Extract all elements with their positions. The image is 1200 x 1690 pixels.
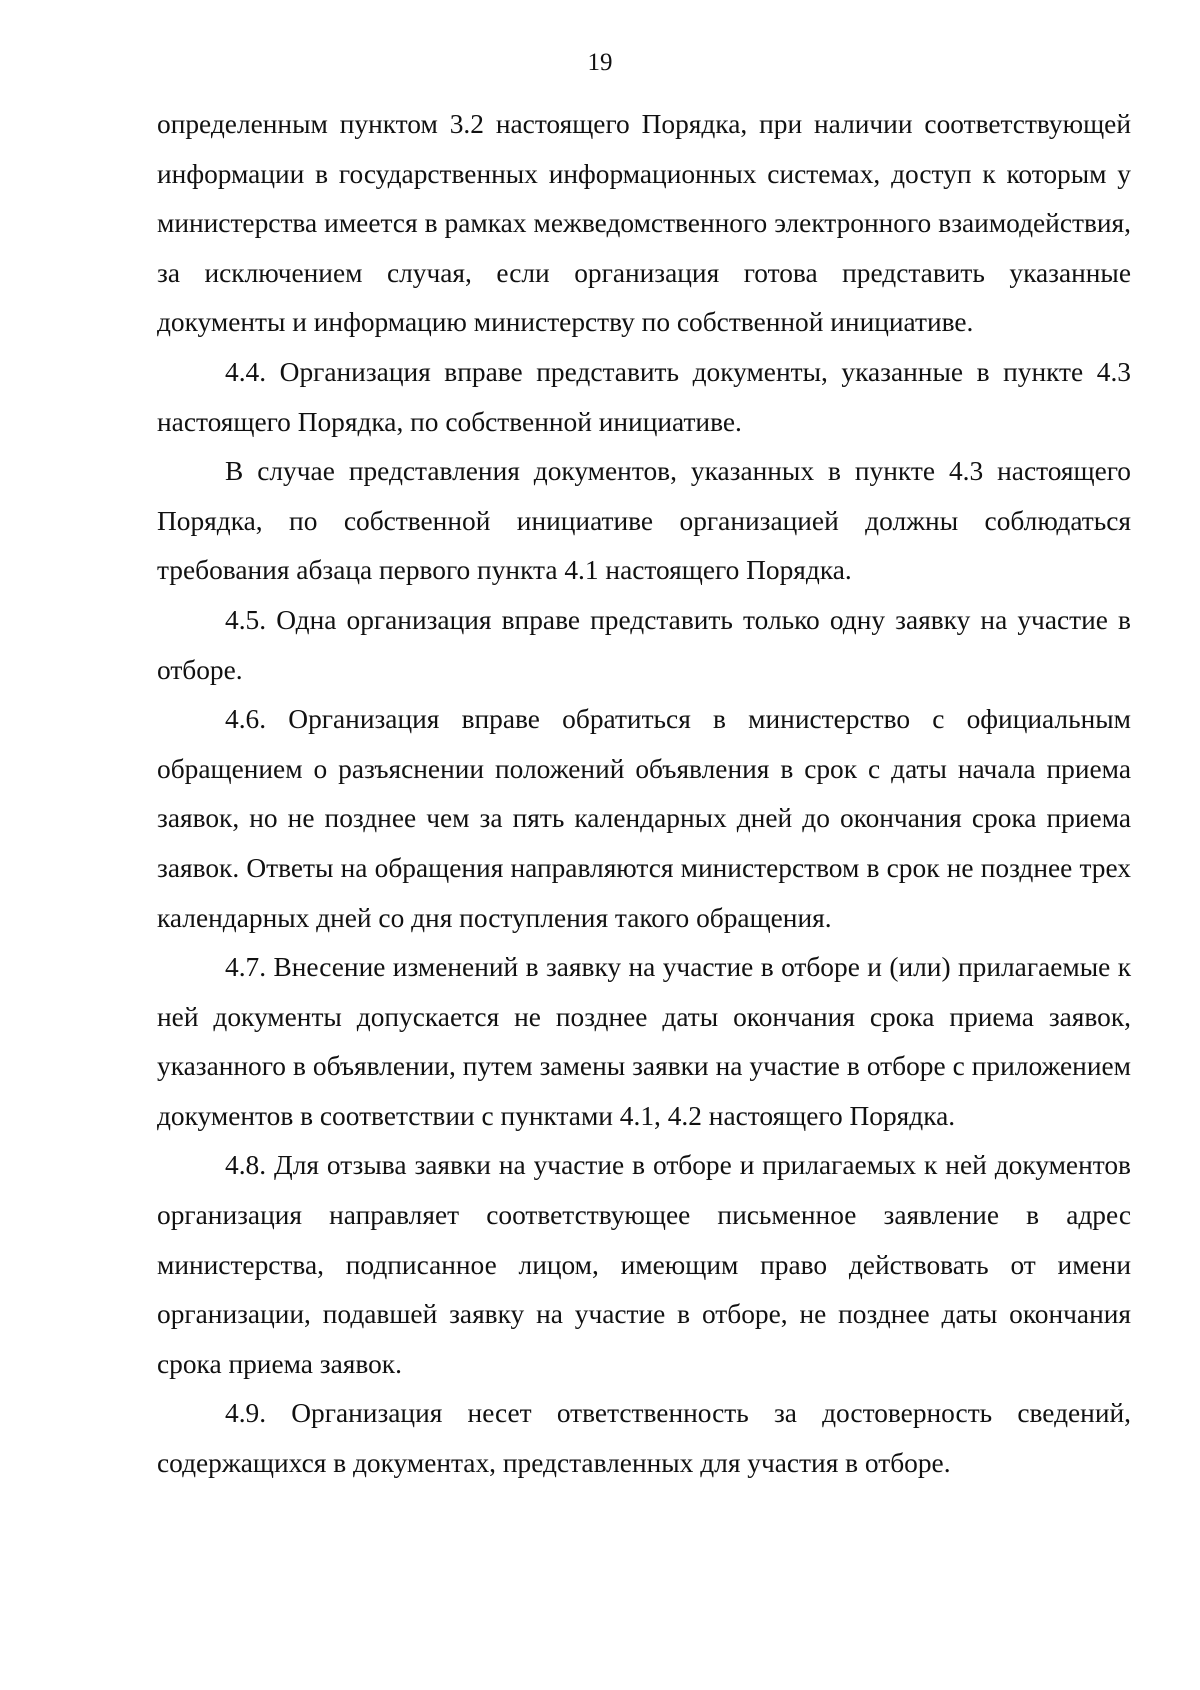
paragraph-4-9: 4.9. Организация несет ответственность за достоверность сведений, содержащихся в документах, представленных для участия в отборе.: [157, 1398, 1131, 1479]
paragraph-4-6: 4.6. Организация вправе обратиться в министерство с официальным обращением о разъяснении положений объявления в срок с даты начала приема заявок, но не позднее чем за пять календарных дней до окончания срока приема заявок. Ответы на обращения направляются министерством в срок не позднее трех календарных дней со дня поступления такого обращения.: [157, 704, 1131, 933]
paragraph-4-7: 4.7. Внесение изменений в заявку на участие в отборе и (или) прилагаемые к ней документы допускается не позднее даты окончания срока приема заявок, указанного в объявлении, путем замены заявки на участие в отборе с приложением документов в соответствии с пунктами 4.1, 4.2 настоящего Порядка.: [157, 952, 1131, 1131]
paragraph-4-5: 4.5. Одна организация вправе представить только одну заявку на участие в отборе.: [157, 604, 1131, 685]
page-number: 19: [587, 49, 613, 76]
paragraph-4-4-note: В случае представления документов, указанных в пункте 4.3 настоящего Порядка, по собственной инициативе организацией должны соблюдаться требования абзаца первого пункта 4.1 настоящего Порядка.: [157, 456, 1131, 586]
paragraph-4-4: 4.4. Организация вправе представить документы, указанные в пункте 4.3 настоящего Порядка, по собственной инициативе.: [157, 356, 1131, 437]
paragraph-4-8: 4.8. Для отзыва заявки на участие в отборе и прилагаемых к ней документов организация направляет соответствующее письменное заявление в адрес министерства, подписанное лицом, имеющим право действовать от имени организации, подавшей заявку на участие в отборе, не позднее даты окончания срока приема заявок.: [157, 1150, 1131, 1379]
paragraph-continuation: определенным пунктом 3.2 настоящего Порядка, при наличии соответствующей информации в государственных информационных системах, доступ к которым у министерства имеется в рамках межведомственного электронного взаимодействия, за исключением случая, если организация готова представить указанные документы и информацию министерству по собственной инициативе.: [157, 109, 1131, 338]
document-body: [157, 100, 1131, 1489]
